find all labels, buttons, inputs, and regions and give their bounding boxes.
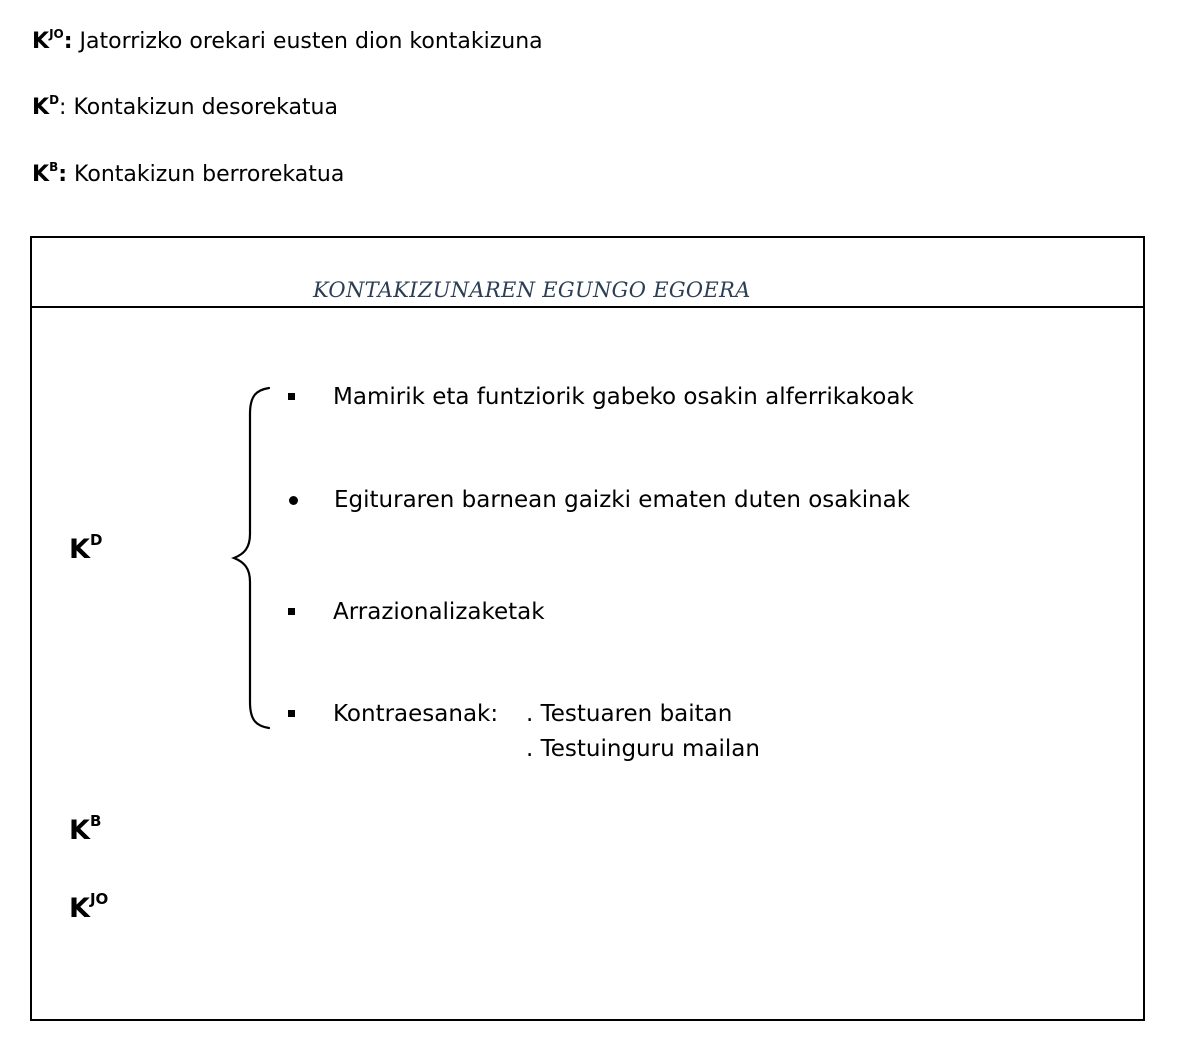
legend-kd-colon: :	[59, 95, 67, 120]
state-box	[30, 236, 1145, 1021]
label-kd-symbol: K	[69, 534, 90, 565]
state-box-header	[32, 238, 1143, 308]
legend-kb-text: Kontakizun berrorekatua	[67, 162, 345, 187]
legend-kb-symbol: K	[32, 162, 50, 187]
label-kd	[69, 525, 102, 565]
square-bullet-icon	[288, 710, 295, 717]
label-kjo-symbol: K	[69, 893, 90, 924]
label-kb-sup: B	[89, 812, 102, 830]
legend-kb	[32, 153, 344, 189]
sub-list-item: . Testuaren baitan	[526, 701, 733, 727]
label-kjo-sup: JO	[89, 890, 109, 908]
square-bullet-icon	[288, 393, 295, 400]
legend-kd-text: Kontakizun desorekatua	[66, 95, 338, 120]
legend-kd-symbol: K	[32, 95, 50, 120]
label-kb-symbol: K	[69, 815, 90, 846]
square-bullet-icon	[288, 608, 295, 615]
legend-kjo-symbol: K	[32, 29, 50, 54]
label-kjo	[69, 884, 108, 924]
list-item: Kontraesanak:	[333, 701, 499, 727]
legend-kd	[32, 86, 338, 122]
legend-kb-sup: B	[49, 160, 59, 174]
curly-brace-icon	[230, 386, 274, 730]
list-item: Egituraren barnean gaizki ematen duten osakinak	[334, 487, 911, 513]
list-item: Mamirik eta funtziorik gabeko osakin alferrikakoak	[333, 384, 914, 410]
legend-kb-colon: :	[58, 162, 68, 187]
legend-kjo-colon: :	[63, 29, 73, 54]
sub-list-item: . Testuinguru mailan	[526, 736, 760, 762]
legend-kjo-sup: JO	[49, 27, 64, 41]
legend-kjo	[32, 20, 543, 56]
round-bullet-icon	[289, 496, 298, 505]
label-kb	[69, 806, 101, 846]
legend-kjo-text: Jatorrizko orekari eusten dion kontakizuna	[72, 29, 543, 54]
state-box-title: KONTAKIZUNAREN EGUNGO EGOERA	[313, 278, 751, 302]
label-kd-sup: D	[89, 531, 103, 549]
list-item: Arrazionalizaketak	[333, 599, 545, 625]
legend-kd-sup: D	[49, 93, 60, 107]
